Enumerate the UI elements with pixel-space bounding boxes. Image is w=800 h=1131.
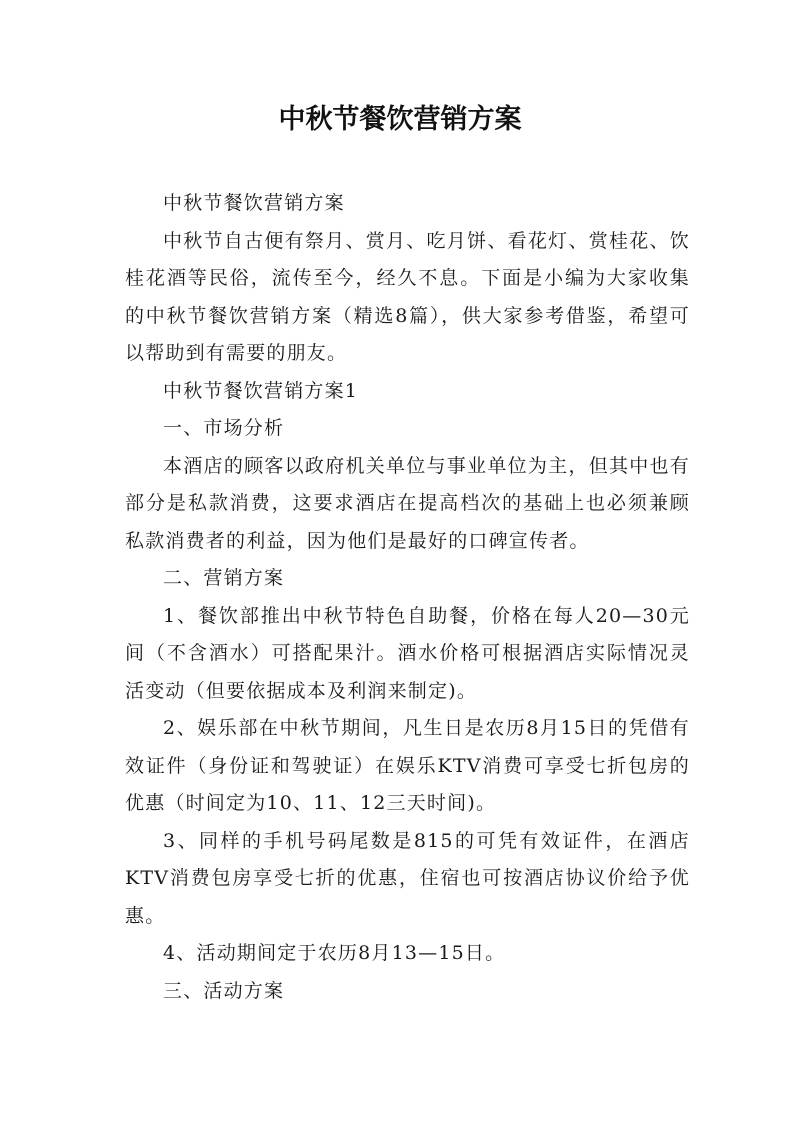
paragraph-intro: 中秋节自古便有祭月、赏月、吃月饼、看花灯、赏桂花、饮桂花酒等民俗，流传至今，经久不息。下面是小编为大家收集的中秋节餐饮营销方案（精选8篇），供大家参考借鉴，希望可以帮助到有需要的朋友。 [125, 229, 690, 364]
heading-marketing-plan: 二、营销方案 [163, 567, 285, 589]
paragraph-plan-item-2: 2、娱乐部在中秋节期间，凡生日是农历8月15日的凭借有效证件（身份证和驾驶证）在娱乐KTV消费可享受七折包房的优惠（时间定为10、11、12三天时间)。 [125, 717, 690, 814]
paragraph-subtitle: 中秋节餐饮营销方案 [163, 192, 345, 214]
paragraph-section-title: 中秋节餐饮营销方案1 [163, 379, 359, 402]
document-body [125, 185, 690, 1010]
paragraph-plan-item-3: 3、同样的手机号码尾数是815的可凭有效证件，在酒店KTV消费包房享受七折的优惠，住宿也可按酒店协议价给予优惠。 [125, 829, 690, 927]
paragraph-plan-item-1: 1、餐饮部推出中秋节特色自助餐，价格在每人20—30元间（不含酒水）可搭配果汁。酒水价格可根据酒店实际情况灵活变动（但要依据成本及利润来制定)。 [125, 604, 690, 702]
paragraph-market-analysis: 本酒店的顾客以政府机关单位与事业单位为主，但其中也有部分是私款消费，这要求酒店在提高档次的基础上也必须兼顾私款消费者的利益，因为他们是最好的口碑宣传者。 [125, 454, 690, 552]
paragraph-plan-item-4: 4、活动期间定于农历8月13—15日。 [163, 942, 506, 964]
document-title: 中秋节餐饮营销方案 [278, 104, 522, 135]
heading-market-analysis: 一、市场分析 [163, 417, 285, 439]
heading-activity-plan: 三、活动方案 [163, 979, 285, 1002]
